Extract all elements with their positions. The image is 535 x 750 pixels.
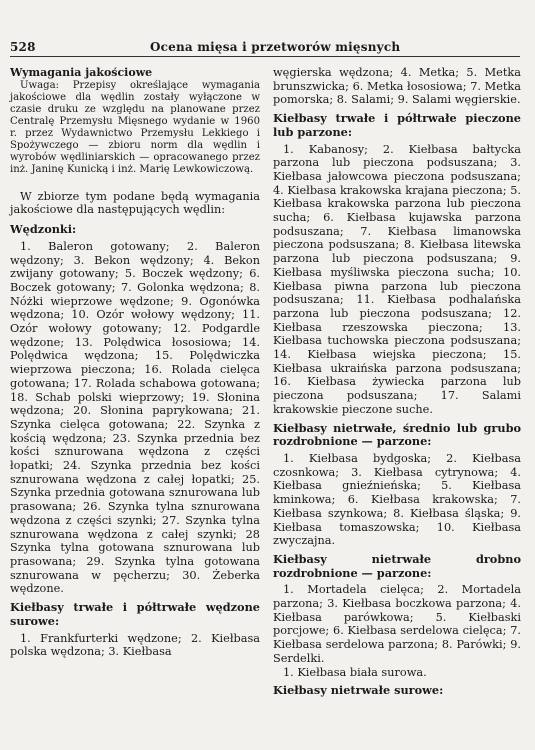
running-title: Ocena mięsa i przetworów mięsnych — [150, 40, 401, 54]
section-title: Wymagania jakościowe — [10, 66, 153, 79]
fine-sausages-list: 1. Mortadela cielęca; 2. Mortadela parzona; 3. Kiełbasa boczkowa parzona; 4. Kiełbasa parówkowa; 5. Kiełbaski porcjowe; 6. Kiełbasa serdelowa cielęca; 7. Kiełbasa serdelowa parzona; 8. Parówki; 9. Serdelki. — [273, 583, 521, 665]
fine-sausages-heading: Kiełbasy nietrwałe drobno rozdrobnione — parzone: — [273, 551, 521, 580]
page-number: 528 — [10, 40, 36, 54]
durable-smoked-sausages-heading: Kiełbasy trwałe i półtrwałe wędzone surowe: — [10, 600, 260, 628]
left-column — [10, 66, 260, 659]
baked-sausages-heading: Kiełbasy trwałe i półtrwałe pieczone lub parzone: — [273, 111, 521, 139]
coarse-sausages-list: 1. Kiełbasa bydgoska; 2. Kiełbasa czosnkowa; 3. Kiełbasa cytrynowa; 4. Kiełbasa gnieźnieńska; 5. Kiełbasa kminkowa; 6. Kiełbasa krakowska; 7. Kiełbasa szynkowa; 8. Kiełbasa śląska; 9. Kiełbasa tomaszowska; 10. Kiełbasa zwyczajna. — [273, 451, 521, 548]
durable-smoked-sausages-list: 1. Frankfurterki wędzone; 2. Kiełbasa polska wędzona; 3. Kiełbasa — [10, 631, 260, 659]
continued-list: węgierska wędzona; 4. Metka; 5. Metka brunszwicka; 6. Metka łososiowa; 7. Metka pomorska; 8. Salami; 9. Salami węgierskie. — [273, 66, 521, 107]
editorial-note: Uwaga: Przepisy określające wymagania jakościowe dla wędlin zostały wyłączone w czasie druku ze względu na planowane przez Centralę Przemysłu Mięsnego wydanie w 1960 r. przez Wydawnictwo Przemysłu Lekkiego i Spożywczego — zbioru norm dla wędlin i wyrobów wędliniarskich — opracowanego przez inż. Janinę Kunicką i inż. Marię Lewkowiczową. — [10, 79, 260, 175]
white-sausage-line: 1. Kiełbasa biała surowa. — [283, 665, 427, 679]
smoked-meats-list: 1. Baleron gotowany; 2. Baleron wędzony; 3. Bekon wędzony; 4. Bekon zwijany gotowany; 5. Boczek wędzony; 6. Boczek gotowany; 7. Golonka wędzona; 8. Nóżki wieprzowe wędzone; 9. Ogonówka wędzona; 10. Ozór wołowy wędzony; 11. Ozór wołowy gotowany; 12. Podgardle wędzone; 13. Polędwica łososiowa; 14. Polędwica wędzona; 15. Polędwiczka wieprzowa pieczona; 16. Rolada cielęca gotowana; 17. Rolada schabowa gotowana; 18. Schab polski wieprzowy; 19. Słonina wędzona; 20. Słonina paprykowana; 21. Szynka cielęca gotowana; 22. Szynka z kością wędzona; 23. Szynka przednia bez kości sznurowana wędzona z części łopatki; 24. Szynka przednia bez kości sznurowana wędzona z całej łopatki; 25. Szynka przednia gotowana sznurowana lub prasowana; 26. Szynka tylna sznurowana wędzona z części szynki; 27. Szynka tylna sznurowana wędzona z całej szynki; 28 Szynka tylna gotowana sznurowana lub prasowana; 29. Szynka tylna gotowana sznurowana w pęcherzu; 30. Żeberka wędzone. — [10, 239, 260, 596]
baked-sausages-list: 1. Kabanosy; 2. Kiełbasa bałtycka parzona lub pieczona podsuszana; 3. Kiełbasa jałowcowa pieczona podsuszana; 4. Kiełbasa krakowska krajana pieczona; 5. Kiełbasa krakowska parzona lub pieczona sucha; 6. Kiełbasa kujawska parzona podsuszana; 7. Kiełbasa limanowska pieczona podsuszana; 8. Kiełbasa litewska parzona lub pieczona podsuszana; 9. Kiełbasa myśliwska pieczona sucha; 10. Kiełbasa piwna parzona lub pieczona podsuszana; 11. Kiełbasa podhalańska parzona lub pieczona podsuszana; 12. Kiełbasa rzeszowska pieczona; 13. Kiełbasa tuchowska pieczona podsuszana; 14. Kiełbasa wiejska pieczona; 15. Kiełbasa ukraińska parzona podsuszana; 16. Kiełbasa żywiecka parzona lub pieczona podsuszana; 17. Salami krakowskie pieczone suche. — [273, 142, 521, 416]
coarse-sausages-heading: Kiełbasy nietrwałe, średnio lub grubo rozdrobnione — parzone: — [273, 420, 521, 449]
intro-paragraph: W zbiorze tym podane będą wymagania jakościowe dla następujących wędlin: — [10, 189, 260, 217]
right-column — [273, 66, 521, 701]
smoked-meats-heading: Wędzonki: — [10, 222, 77, 237]
page-header — [10, 38, 520, 57]
raw-sausages-heading: Kiełbasy nietrwałe surowe: — [273, 683, 444, 698]
